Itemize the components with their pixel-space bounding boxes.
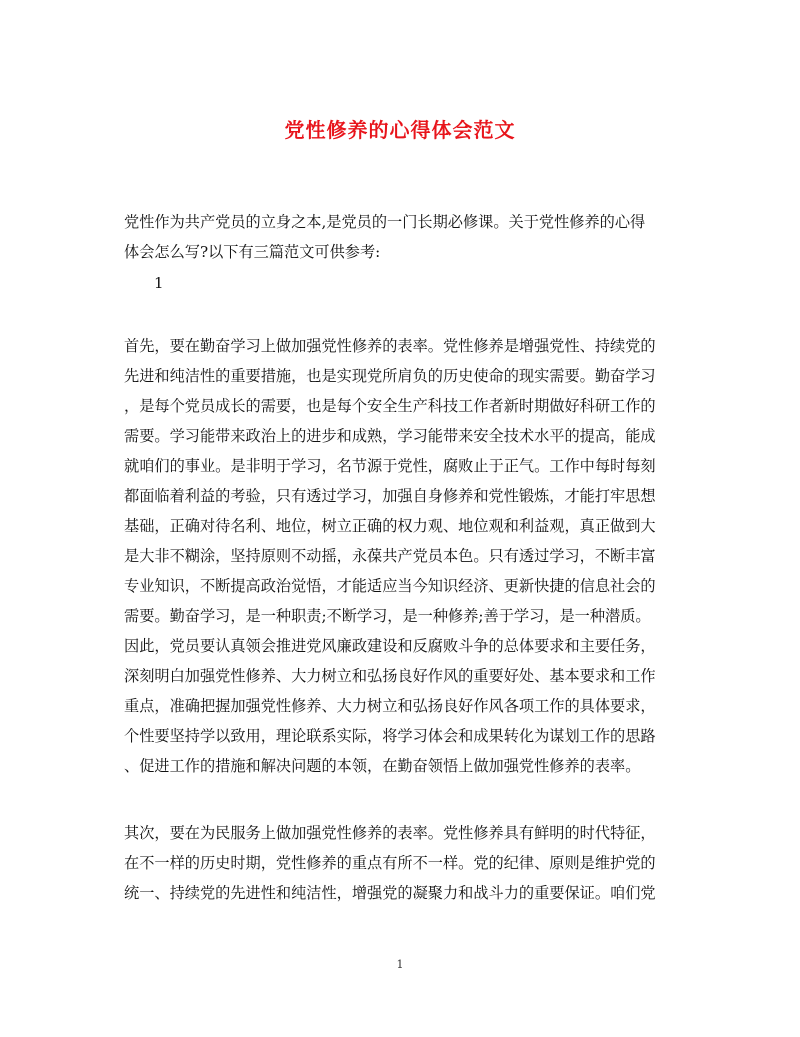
intro-paragraph [124, 207, 684, 267]
paragraph-line: 基础，正确对待名利、地位，树立正确的权力观、地位观和利益观，真正做到大 [124, 517, 656, 535]
paragraph-line: 是大非不糊涂，坚持原则不动摇，永葆共产党员本色。只有透过学习，不断丰富 [124, 547, 656, 565]
paragraph-2 [124, 818, 684, 908]
intro-line: 体会怎么写?以下有三篇范文可供参考: [124, 243, 381, 261]
paragraph-line: 先进和纯洁性的重要措施，也是实现党所肩负的历史使命的现实需要。勤奋学习 [124, 367, 656, 385]
intro-line: 党性作为共产党员的立身之本,是党员的一门长期必修课。关于党性修养的心得 [124, 213, 646, 231]
paragraph-line: 在不一样的历史时期，党性修养的重点有所不一样。党的纪律、原则是维护党的 [124, 854, 656, 872]
page-number: 1 [396, 958, 404, 971]
paragraph-line: 需要。勤奋学习，是一种职责;不断学习，是一种修养;善于学习，是一种潜质。 [124, 607, 651, 625]
paragraph-line: 深刻明白加强党性修养、大力树立和弘扬良好作风的重要好处、基本要求和工作 [124, 667, 656, 685]
paragraph-line: 就咱们的事业。是非明于学习，名节源于党性，腐败止于正气。工作中每时每刻 [124, 457, 656, 475]
paragraph-line: 专业知识，不断提高政治觉悟，才能适应当今知识经济、更新快捷的信息社会的 [124, 577, 656, 595]
paragraph-line: 重点，准确把握加强党性修养、大力树立和弘扬良好作风各项工作的具体要求， [124, 697, 656, 715]
paragraph-line: ，是每个党员成长的需要，也是每个安全生产科技工作者新时期做好科研工作的 [124, 397, 656, 415]
paragraph-line: 首先，要在勤奋学习上做加强党性修养的表率。党性修养是增强党性、持续党的 [124, 337, 656, 355]
paragraph-line: 都面临着利益的考验，只有透过学习，加强自身修养和党性锻炼，才能打牢思想 [124, 487, 656, 505]
document-title: 党性修养的心得体会范文 [284, 118, 516, 142]
paragraph-line: 统一、持续党的先进性和纯洁性，增强党的凝聚力和战斗力的重要保证。咱们党 [124, 884, 656, 902]
paragraph-line: 其次，要在为民服务上做加强党性修养的表率。党性修养具有鲜明的时代特征， [124, 824, 656, 842]
paragraph-line: 个性要坚持学以致用，理论联系实际，将学习体会和成果转化为谋划工作的思路 [124, 727, 656, 745]
paragraph-line: 、促进工作的措施和解决问题的本领，在勤奋领悟上做加强党性修养的表率。 [124, 757, 641, 775]
paragraph-1 [124, 331, 684, 781]
section-marker: 1 [154, 274, 164, 292]
paragraph-line: 需要。学习能带来政治上的进步和成熟，学习能带来安全技术水平的提高，能成 [124, 427, 656, 445]
paragraph-line: 因此，党员要认真领会推进党风廉政建设和反腐败斗争的总体要求和主要任务， [124, 637, 656, 655]
